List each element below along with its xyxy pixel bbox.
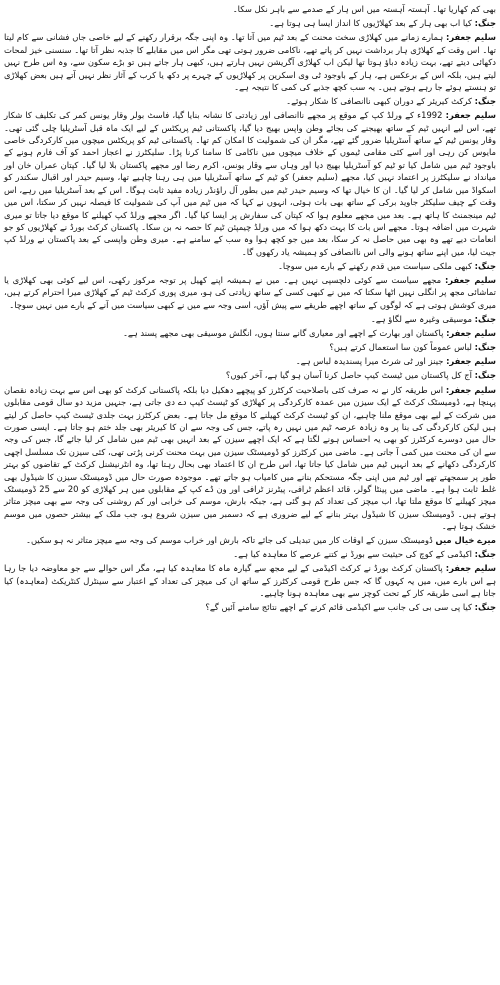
question-4 [4, 313, 496, 325]
speaker-label: سلیم جعفر: [446, 328, 496, 339]
paragraph-text: بھی کم کھاریا تھا۔ آہستہ آہستہ میں اس ہار کے صدمے سے باہر نکل سکا۔ [232, 4, 496, 14]
speaker-label: سلیم جعفر: [445, 32, 496, 43]
answer-text: مجھے سیاست سے کوئی دلچسپی نہیں ہے۔ میں نے ہمیشہ اپنے کھیل پر توجہ مرکوز رکھی، اس لیے کوئی بھی کھلاڑی یا تماشائی مجھ پر انگلی نہیں اٹھا سکتا کہ میں نے کبھی کسی کے ساتھ زیادتی کی ہو، میری پوری کرکٹ ٹیم کے کھلاڑی میرا احترام کرتے ہیں، میری کوشش ہوتی ہے کہ لوگوں کے ساتھ اچھے طریقے سے پیش آؤں، اسی وجہ سے میں نے کبھی سیاست میں آنے کے بارے میں نہیں سوچا۔ [4, 275, 496, 310]
speaker-label: سلیم جعفر: [444, 275, 496, 286]
question-2 [4, 95, 496, 107]
question-text: لباس عموماً کون سا استعمال کرتے ہیں؟ [329, 342, 472, 353]
answer-5 [4, 355, 496, 367]
question-text: اکیڈمی کے کوچ کی حیثیت سے بورڈ نے کتنے عرصے کا معاہدہ کیا ہے۔ [233, 549, 472, 560]
question-text: کیا پی سی بی کی جانب سے اکیڈمی قائم کرنے کے اچھے نتائج سامنے آئیں گے؟ [205, 602, 472, 613]
speaker-label: جنگ: [474, 549, 496, 560]
speaker-label: سلیم جعفر: [445, 563, 496, 574]
question-text: آج کل پاکستان میں ٹیسٹ کیپ حاصل کرنا آسان ہو گیا ہے، آخر کیوں؟ [225, 370, 472, 381]
speaker-label: سلیم جعفر: [445, 384, 496, 395]
answer-2 [4, 109, 496, 258]
question-text: کیا اب بھی ہار کے بعد کھلاڑیوں کا انداز ایسا ہی ہوتا ہے۔ [269, 17, 472, 28]
question-1 [4, 17, 496, 29]
speaker-label: جنگ: [474, 95, 496, 106]
answer-text: ہمارے زمانے میں کھلاڑی سخت محنت کے بعد ٹیم میں آتا تھا۔ وہ اپنی جگہ برقرار رکھنے کے لیے خاصی جاں فشانی سے کام لیتا تھا۔ اس وقت کے کھلاڑی ہار برداشت نہیں کر پاتے تھے، ناکامی ضرور ہوتی تھی مگر اس میں مقابلے کا جذبہ نظر آتا تھا۔ سنسنی خیز لمحات دکھائی دیتے تھے، بہت زیادہ دباؤ ہوتا تھا لیکن اب کھلاڑی آگریشن نہیں ہارتے ہیں، کبھی ہار جاتے ہیں تو بڑے سکون سے، وہ اس طرح نہیں لیتے ہیں، بلکہ اس کے برعکس ہے، ہار کے باوجود ٹی وی اسکرین پر کھلاڑیوں کے چہرے پر دکھ یا کرب کے آثار نظر نہیں آتے ہیں بعض کھلاڑی تو ہنستے ہوئے جا رہے ہوتے ہیں۔ یہ سب کچھ جذبے کی کمی کا نتیجہ ہے۔ [4, 32, 496, 92]
answer-6 [4, 384, 496, 533]
speaker-label: سلیم جعفر: [445, 110, 496, 121]
answer-text: ڈومیسٹک سیزن کے اوقات کار میں تبدیلی کی جائے تاکہ بارش اور خراب موسم کی وجہ سے میچز متاثر نہ ہو سکیں۔ [26, 535, 433, 546]
speaker-label: جنگ: [474, 17, 496, 28]
question-text: موسیقی وغیرہ سے لگاؤ ہے۔ [370, 313, 472, 324]
question-3 [4, 260, 496, 272]
answer-text: پاکستان اور بھارت کے اچھے اور معیاری گانے سنتا ہوں، انگلش موسیقی بھی مجھے پسند ہے۔ [122, 328, 444, 339]
answer-4 [4, 327, 496, 339]
answer-text: پاکستان کرکٹ بورڈ نے کرکٹ اکیڈمی کے لیے مجھ سے گیارہ ماہ کا معاہدہ کیا ہے، مگر اس حوالے سے جو معاوضہ دیا جا رہا ہے اس بارے میں، میں یہ کہوں گا کہ جس طرح قومی کرکٹرز کے ساتھ ان کی میچز کی تعداد کے اعتبار سے سینٹرل کنٹریکٹ (معاہدہ) کیا جاتا ہے اسی طریقہ کار کے تحت کوچز سے بھی معاہدہ ہونا چاہیے۔ [4, 563, 496, 599]
answer-text: جینز اور ٹی شرٹ میرا پسندیدہ لباس ہے۔ [295, 356, 444, 367]
answer-text: 1992ء کے ورلڈ کپ کے موقع پر مجھے ناانصافی اور زیادتی کا نشانہ بنایا گیا، فاسٹ بولر وقار یونس کمر کی تکلیف کا شکار تھے، اس لیے انہیں ٹیم کے ساتھ بھیجنے کی بجائے وطن واپس بھیج دیا گیا، پاکستانی ٹیم پریکٹس کے لیے ایک ماہ قبل آسٹریلیا چلی گئی تھی۔ وقار یونس ٹیم کے ساتھ آسٹریلیا ضرور گئے تھے، مگر ان کی شمولیت کا امکان کم تھا۔ پاکستانی ٹیم کو پریکٹس میچوں میں کارکردگی خاصی مایوس کن رہی اور اسے کئی مقامی ٹیموں کے خلاف میچوں میں ناکامی کا سامنا کرنا پڑا۔ سلیکٹرز نے اعجاز احمد کو آف فارم ہونے کے باوجود ٹیم میں شامل کیا تو ٹیم کو آسٹریلیا بھیج دیا اور وہاں سے وقار یونس، اکرم رضا اور مجھے پاکستان بلا لیا گیا۔ کپتان عمران خان اور میانداد نے سلیکٹرز پر اعتماد نہیں کیا، مجھے (سلیم جعفر) کو ٹیم کے ساتھ آسٹریلیا میں ہی رہنا چاہیے تھا، وسیم حیدر اور اقبال سکندر کو اسکواڈ میں شامل کر لیا گیا۔ ان کا خیال تھا کہ وسیم حیدر ٹیم میں بطور آل راؤنڈر زیادہ مفید ثابت ہوگا۔ اس کے بعد آسٹریلیا میں رہے، اس وقت کے چیف سلیکٹر جاوید برکی کے ساتھ بھی بات ہوئی، انہوں نے کہا کہ میں ٹیم میں آپ کی شمولیت کا فیصلہ نہیں کر سکتا، اس میں ٹیم مینجمنٹ کا ہاتھ ہے۔ بعد میں مجھے معلوم ہوا کہ کپتان کی سفارش پر ایسا کیا گیا۔ اگر مجھے ورلڈ کپ کھیلنے کا موقع دیا جاتا تو میری شہرت میں اضافہ ہوتا۔ مجھے اس بات کا بہت دکھ ہوا کہ میں ورلڈ چیمپئن ٹیم کا حصہ نہ بن سکا۔ پاکستان کرکٹ بورڈ نے کھلاڑیوں کو جو انعامات دیے تھے وہ بھی میں حاصل نہ کر سکا، بعد میں جو کچھ ہوا وہ سب کے سامنے ہے۔ میری وطن واپسی کے بعد پاکستان نے ورلڈ کپ جیت لیا، میں اپنے ساتھ ہونے والی اس ناانصافی کو ہمیشہ یاد رکھوں گا۔ [4, 110, 496, 257]
question-text: کبھی ملکی سیاست میں قدم رکھنے کے بارے میں سوچا۔ [278, 260, 472, 271]
speaker-label: جنگ: [474, 602, 496, 613]
speaker-label: جنگ: [474, 313, 496, 324]
speaker-label: جنگ: [474, 370, 496, 381]
answer-6-continued [4, 534, 496, 546]
question-7 [4, 548, 496, 560]
paragraph-1 [4, 3, 496, 15]
speaker-label: جنگ: [474, 342, 496, 353]
speaker-label: جنگ: [474, 260, 496, 271]
question-8 [4, 601, 496, 613]
answer-3 [4, 274, 496, 311]
question-text: کرکٹ کیریئر کے دوران کبھی ناانصافی کا شکار ہوئے۔ [286, 95, 472, 106]
answer-7 [4, 562, 496, 599]
question-5 [4, 341, 496, 353]
speaker-label: سلیم جعفر: [446, 356, 496, 367]
question-6 [4, 369, 496, 381]
answer-1 [4, 31, 496, 93]
speaker-label: میرے خیال میں [435, 535, 496, 546]
answer-text: اس طریقہ کار نے نہ صرف کئی باصلاحیت کرکٹرز کو پیچھے دھکیل دیا بلکہ پاکستانی کرکٹ کو بھی اس سے بہت زیادہ نقصان پہنچا ہے، ڈومیسٹک کرکٹ کے ایک سیزن میں عمدہ کارکردگی پر کھلاڑی کو ٹیسٹ کیپ دے دی جاتی ہے، جنہیں مزید دو سال قومی مقابلوں میں شرکت کے لیے بھی موقع ملنا چاہیے، ان کو ٹیسٹ کرکٹ کھیلنے کا موقع مل جاتا ہے۔ بعض کرکٹرز بہت جلدی ٹیسٹ کیپ حاصل کر لیتے ہیں لیکن کارکردگی کی بنا پر وہ زیادہ عرصہ ٹیم میں نہیں رہ پاتے، جس کی وجہ سے ان کا کیریئر بھی جلد ختم ہو جاتا ہے۔ ایسی صورت حال میں دوسرے کرکٹرز کو بھی یہ احساس ہونے لگتا ہے کہ ایک اچھے سیزن کے بعد انہیں بھی ٹیم میں شامل کر لیا جائے گا، جس کی وجہ سے ان کی محنت میں کمی آ جاتی ہے۔ ماضی میں کرکٹرز کو ڈومیسٹک سیزن میں بہت محنت کرنی پڑتی تھی، کئی سیزن تک مسلسل اچھی کارکردگی دکھانے کے بعد انہیں ٹیم میں شامل کیا جاتا تھا، اس طرح ان کا اعتماد بھی بحال رہتا تھا، وہ انٹرنیشنل کرکٹ کے تقاضوں کو بہتر طور پر سمجھتے تھے اور ٹیم میں اپنی جگہ مستحکم بنانے میں کامیاب ہو جاتے تھے۔ موجودہ صورت حال میں ڈومیسٹک سیزن کا شیڈول بھی غلط ثابت ہوا ہے۔ ماضی میں پینٹا گولر، قائد اعظم ٹرافی، پیٹرنز ٹرافی اور ون ڈے کپ کے مقابلوں میں ہر کھلاڑی کو 20 سے 25 ڈومیسٹک میچز کھیلنے کا موقع ملتا تھا، اب میچز کی تعداد کم ہو گئی ہے، جبکہ بارش، موسم کی خرابی اور کم روشنی کی وجہ سے بھی میچز متاثر ہوتے ہیں۔ ڈومیسٹک سیزن کا شیڈول بہتر بنانے کے لیے ضروری ہے کہ دسمبر میں سیزن شروع ہو، جب ملک کے بیشتر حصوں میں موسم خشک ہوتا ہے۔ [4, 384, 497, 532]
